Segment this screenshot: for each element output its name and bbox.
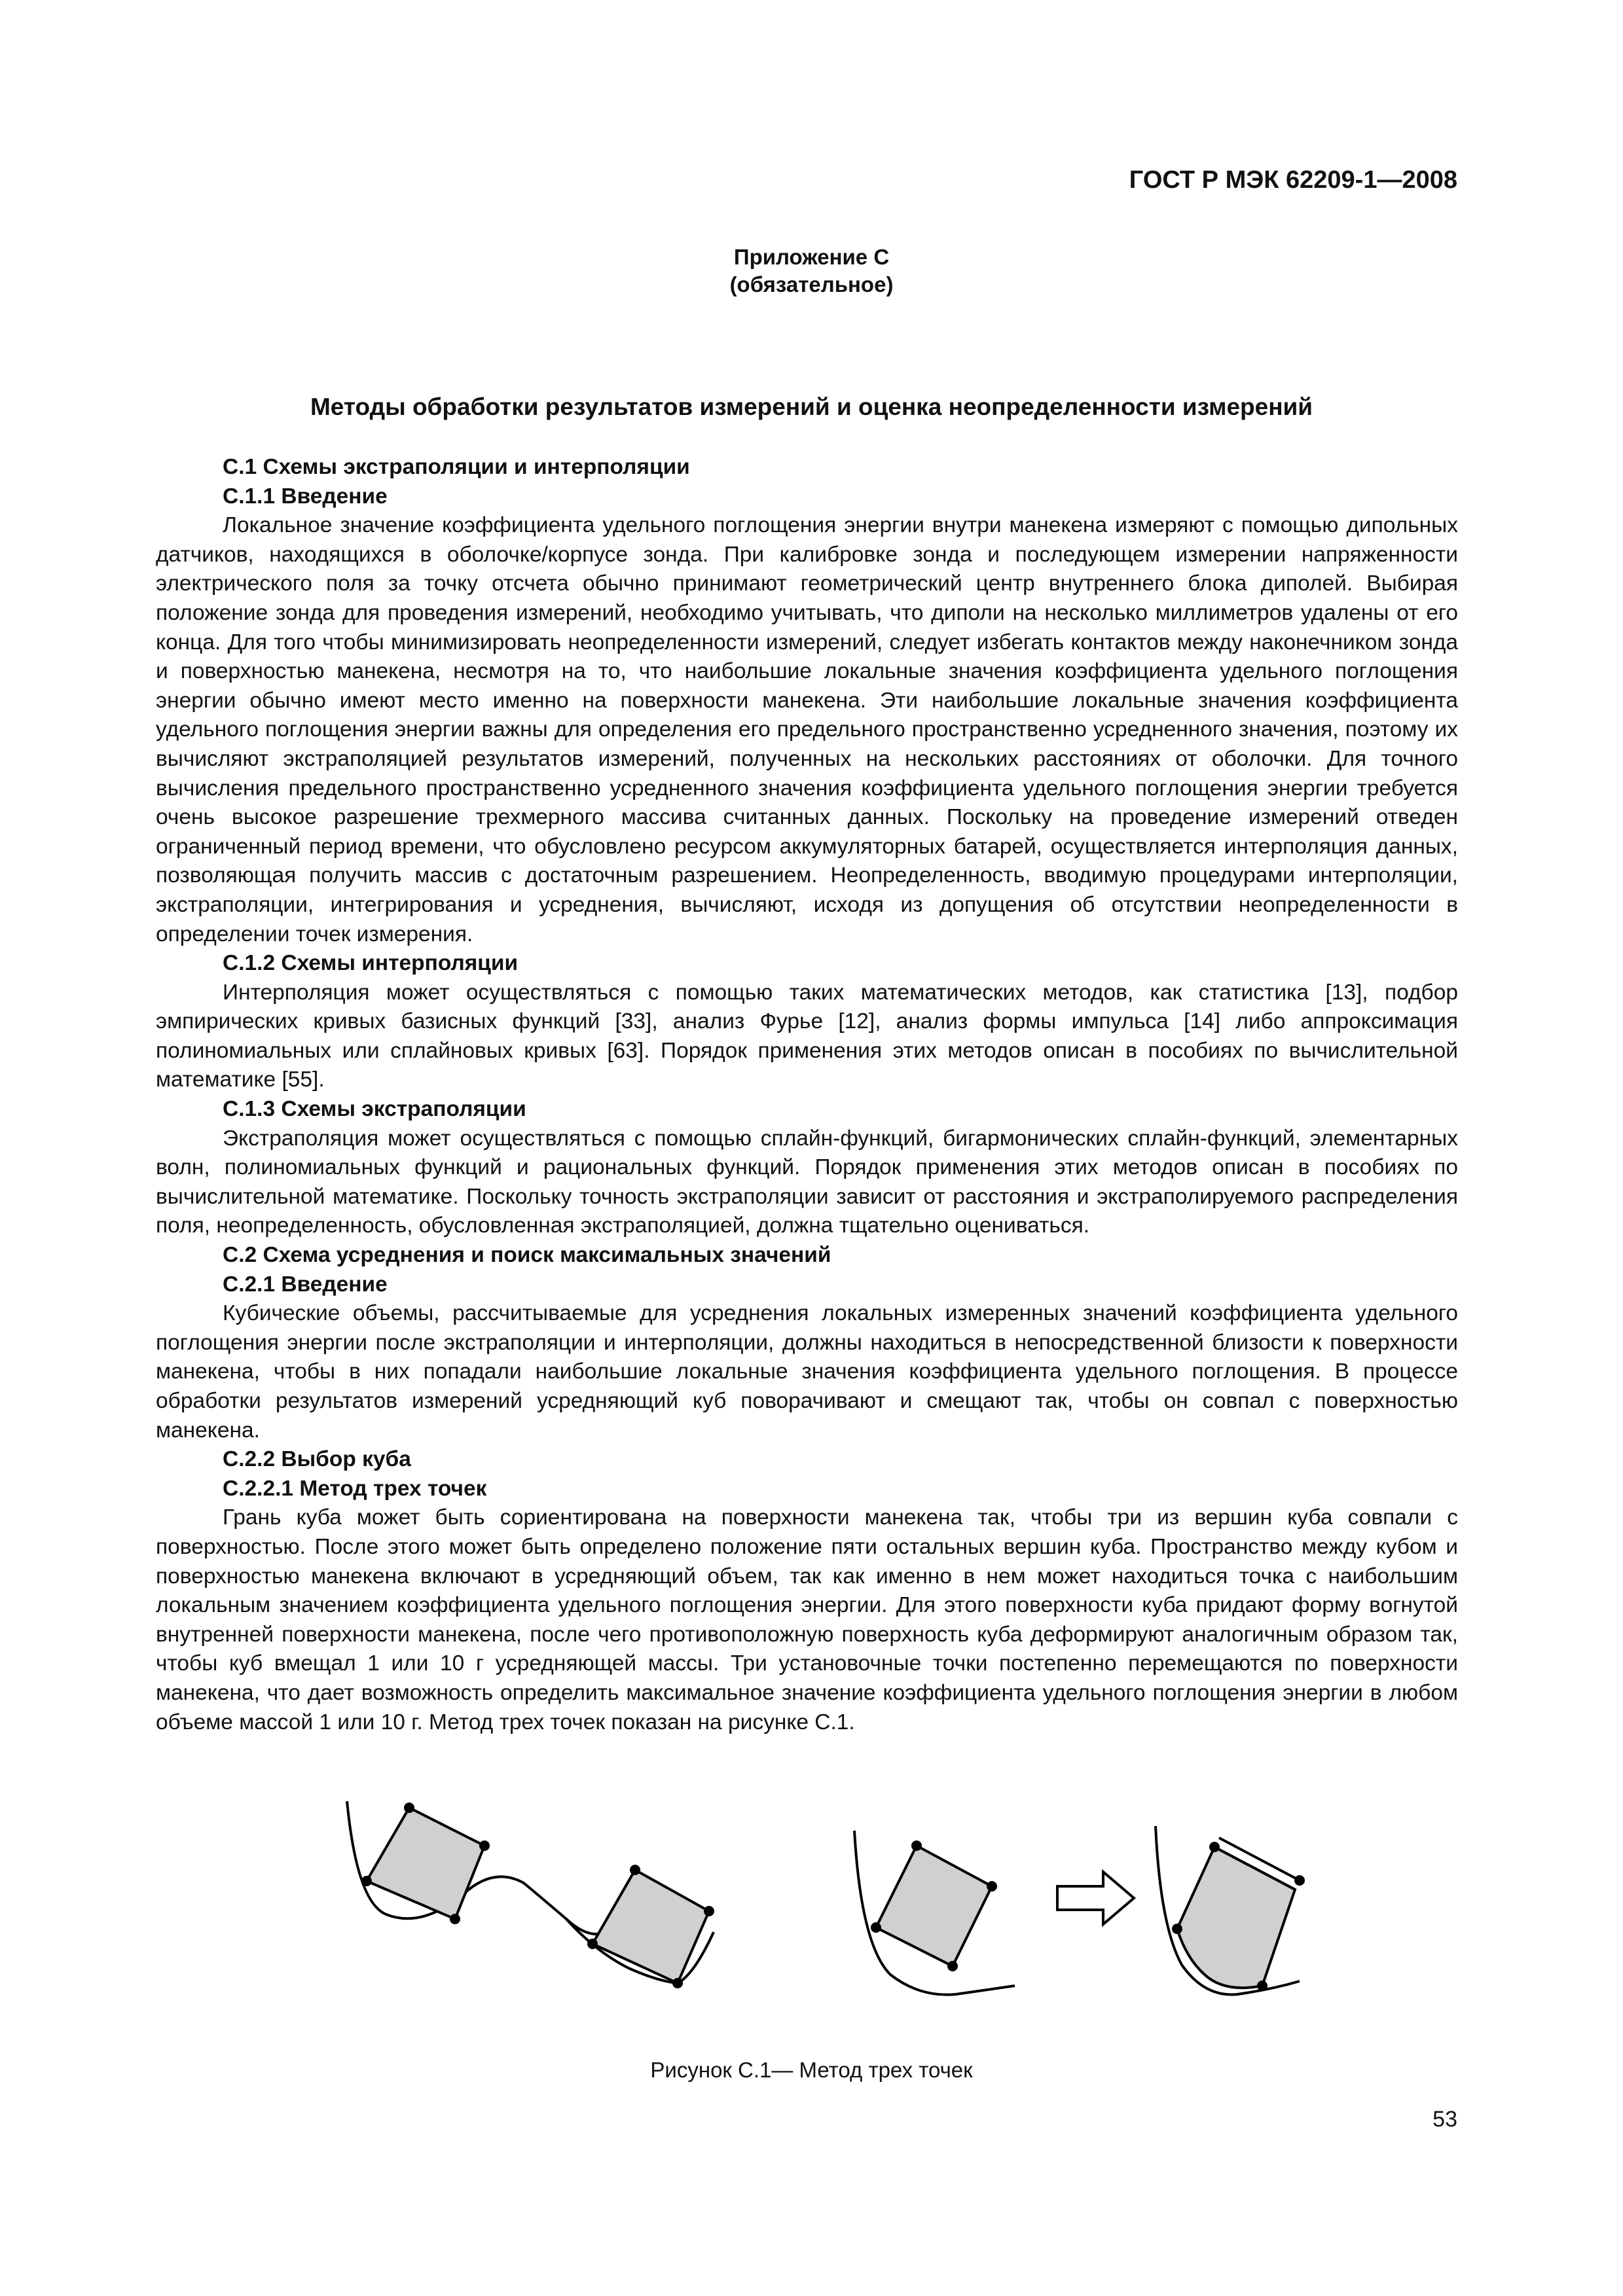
section-title: Методы обработки результатов измерений и оценка неопределенности измерений bbox=[310, 393, 1313, 420]
cube-1 bbox=[361, 1803, 490, 1924]
figure-caption: Рисунок С.1— Метод трех точек bbox=[650, 2058, 973, 2082]
document-code: ГОСТ Р МЭК 62209-1—2008 bbox=[1129, 166, 1457, 194]
section-heading: С.1.1 Введение bbox=[223, 484, 388, 509]
section-heading: С.1.3 Схемы экстраполяции bbox=[223, 1097, 526, 1122]
annex-title: Приложение С bbox=[733, 245, 890, 269]
section-heading: С.2.1 Введение bbox=[223, 1272, 388, 1297]
arrow-right-icon bbox=[1057, 1872, 1134, 1924]
paragraph: Грань куба может быть сориентирована на поверхности манекена так, чтобы три из вершин куба совпали с поверхностью. После этого может быть определено положение пяти остальных вершин куба. Пространство между кубом и поверхностью манекена включают в усредняющий объем, так как именно в нем может находиться точка с наибольшим локальным значением коэффициента удельного поглощения энергии. Для этого поверхности куба придают форму вогнутой внутренней поверхности манекена, после чего противоположную поверхность куба деформируют аналогичным образом так, чтобы куб вмещал 1 или 10 г усредняющей массы. Три установочные точки постепенно перемещаются по поверхности манекена, что дает возможность определить максимальное значение коэффициента удельного поглощения энергии в любом объеме массой 1 или 10 г. Метод трех точек показан на рисунке С.1. bbox=[156, 1505, 1458, 1734]
paragraph: Экстраполяция может осуществляться с помощью сплайн-функций, бигармонических сплайн-функций, элементарных волн, полиномиальных функций и рациональных функций. Порядок применения этих методов описан в пособиях по вычислительной математике. Поскольку точность экстраполяции зависит от расстояния и экстраполируемого распределения поля, неопределенность, обусловленная экстраполяцией, должна тщательно оцениваться. bbox=[156, 1126, 1458, 1238]
annex-status: (обязательное) bbox=[729, 272, 894, 296]
body-text bbox=[156, 453, 1458, 1737]
page-number: 53 bbox=[1432, 2107, 1457, 2132]
section-heading: С.2.2.1 Метод трех точек bbox=[223, 1476, 487, 1501]
cube-deformed bbox=[1172, 1838, 1305, 1991]
paragraph: Локальное значение коэффициента удельного поглощения энергии внутри манекена измеряют с помощью дипольных датчиков, находящихся в оболочке/корпусе зонда. При калибровке зонда и последующем измерении напряженности электрического поля за точку отсчета обычно принимают геометрический центр внутреннего блока диполей. Выбирая положение зонда для проведения измерений, необходимо учитывать, что диполи на несколько миллиметров удалены от его конца. Для того чтобы минимизировать неопределенности измерений, следует избегать контактов между наконечником зонда и поверхностью манекена, несмотря на то, что наибольшие локальные значения коэффициента удельного поглощения энергии обычно имеют место именно на поверхности манекена. Эти наибольшие локальные значения коэффициента удельного поглощения энергии важны для определения его предельного пространственно усредненного значения, поэтому их вычисляют экстраполяцией результатов измерений, полученных на нескольких расстояниях от оболочки. Для точного вычисления предельного пространственно усредненного значения коэффициента удельного поглощения энергии требуется очень высокое разрешение трехмерного массива считанных данных. Поскольку на проведение измерений отведен ограниченный период времени, что обусловлено ресурсом аккумуляторных батарей, осуществляется интерполяция данных, позволяющая получить массив с достаточным разрешением. Неопределенность, вводимую процедурами интерполяции, экстраполяции, интегрирования и усреднения, вычисляют, исходя из допущения об отсутствии неопределенности в определении точек измерения. bbox=[156, 513, 1458, 946]
paragraph: Интерполяция может осуществляться с помощью таких математических методов, как статистика [13], подбор эмпирических кривых базисных функций [33], анализ Фурье [12], анализ формы импульса [14] либо аппроксимация полиномиальных или сплайновых кривых [63]. Порядок применения этих методов описан в пособиях по вычислительной математике [55]. bbox=[156, 980, 1458, 1092]
cube-3 bbox=[871, 1840, 997, 1971]
section-heading: С.2.2 Выбор куба bbox=[223, 1447, 411, 1472]
section-heading: С.2 Схема усреднения и поиск максимальных значений bbox=[223, 1243, 831, 1268]
section-heading: С.1 Схемы экстраполяции и интерполяции bbox=[223, 455, 690, 479]
cube-2 bbox=[587, 1865, 714, 1988]
section-heading: С.1.2 Схемы интерполяции bbox=[223, 951, 519, 976]
three-point-method-figure bbox=[327, 1795, 1375, 2030]
paragraph: Кубические объемы, рассчитываемые для усреднения локальных измеренных значений коэффициента удельного поглощения энергии после экстраполяции и интерполяции, должны находиться в непосредственной близости к поверхности манекена, чтобы в них попадали наибольшие локальные значения коэффициента удельного поглощения. В процессе обработки результатов измерений усредняющий куб поворачивают и смещают так, чтобы он совпал с поверхностью манекена. bbox=[156, 1301, 1458, 1443]
